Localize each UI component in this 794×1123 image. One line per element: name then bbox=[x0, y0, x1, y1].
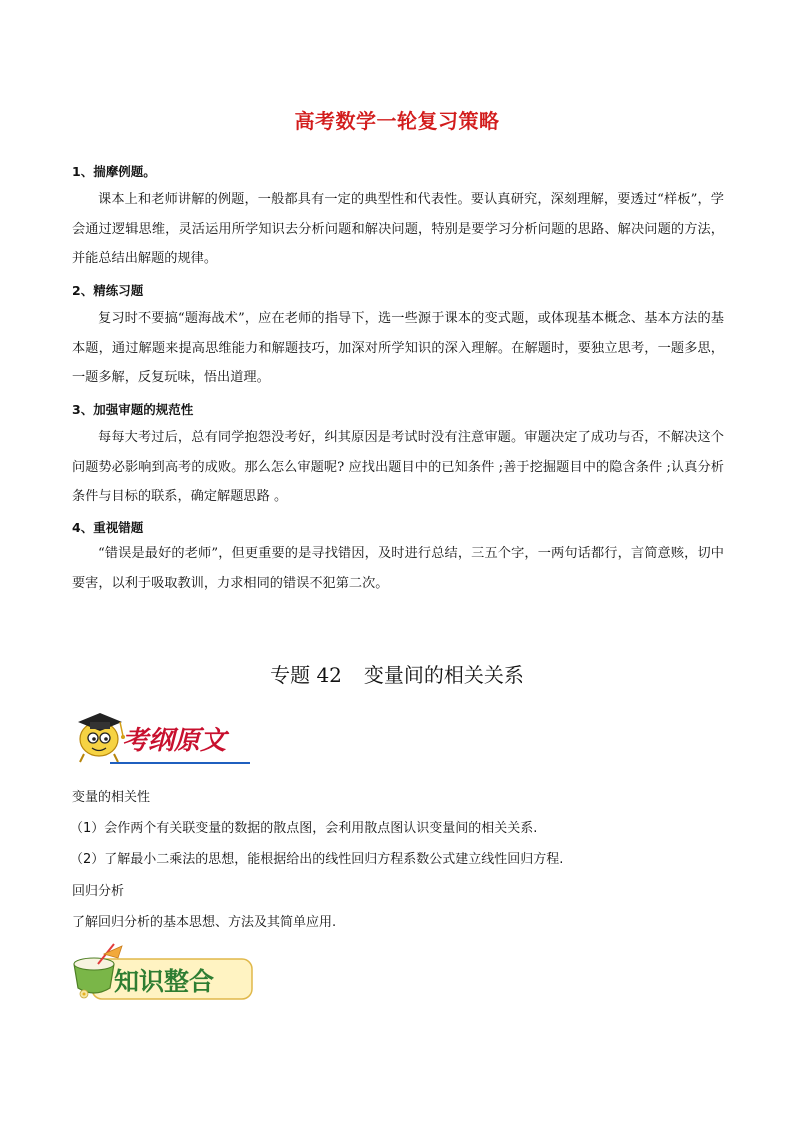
syllabus-item-1: （1）会作两个有关联变量的数据的散点图，会利用散点图认识变量间的相关关系. bbox=[70, 821, 538, 836]
page-title: 高考数学一轮复习策略 bbox=[294, 109, 500, 133]
strategy-4-heading: 4、重视错题 bbox=[72, 520, 144, 535]
syllabus-item-3: 了解回归分析的基本思想、方法及其简单应用. bbox=[72, 915, 337, 930]
knowledge-banner-text: 知识整合 bbox=[114, 967, 215, 996]
syllabus-item-2: （2）了解最小二乘法的思想，能根据给出的线性回归方程系数公式建立线性回归方程. bbox=[70, 852, 564, 867]
syllabus-heading-correlation: 变量的相关性 bbox=[72, 790, 151, 805]
graduate-cap-mascot-icon bbox=[78, 713, 125, 762]
syllabus-heading-regression: 回归分析 bbox=[72, 884, 125, 899]
syllabus-banner bbox=[70, 706, 252, 766]
topic-name: 变量间的相关关系 bbox=[363, 663, 524, 687]
knowledge-banner bbox=[70, 942, 256, 1008]
syllabus-banner-text: 考纲原文 bbox=[122, 726, 227, 756]
topic-title bbox=[0, 659, 794, 688]
strategy-2-body: 复习时不要搞“题海战术”，应在老师的指导下，选一些源于课本的变式题，或体现基本概念、基本方法的基本题，通过解题来提高思维能力和解题技巧，加深对所学知识的深入理解。在解题时，要独立思考，一题多思，一题多解，反复玩味，悟出道理。 bbox=[72, 311, 724, 385]
strategy-2-heading: 2、精练习题 bbox=[72, 283, 144, 298]
strategy-3-heading: 3、加强审题的规范性 bbox=[72, 402, 194, 417]
strategy-4-body: “错误是最好的老师”，但更重要的是寻找错因，及时进行总结，三五个字，一两句话都行，言简意赅，切中要害，以利于吸取教训，力求相同的错误不犯第二次。 bbox=[72, 546, 724, 591]
strategy-1-body: 课本上和老师讲解的例题，一般都具有一定的典型性和代表性。要认真研究，深刻理解，要透过“样板”，学会通过逻辑思维，灵活运用所学知识去分析问题和解决问题，特别是要学习分析问题的思路、解决问题的方法，并能总结出解题的规律。 bbox=[72, 192, 724, 266]
strategy-3-body: 每每大考过后，总有同学抱怨没考好，纠其原因是考试时没有注意审题。审题决定了成功与否，不解决这个问题势必影响到高考的成败。那么怎么审题呢? 应找出题目中的已知条件 ;善于挖掘题目中的隐含条件 ;认真分析条件与目标的联系，确定解题思路 。 bbox=[72, 430, 724, 504]
strategy-1-heading: 1、揣摩例题。 bbox=[72, 164, 156, 179]
topic-number: 专题 42 bbox=[270, 663, 342, 687]
